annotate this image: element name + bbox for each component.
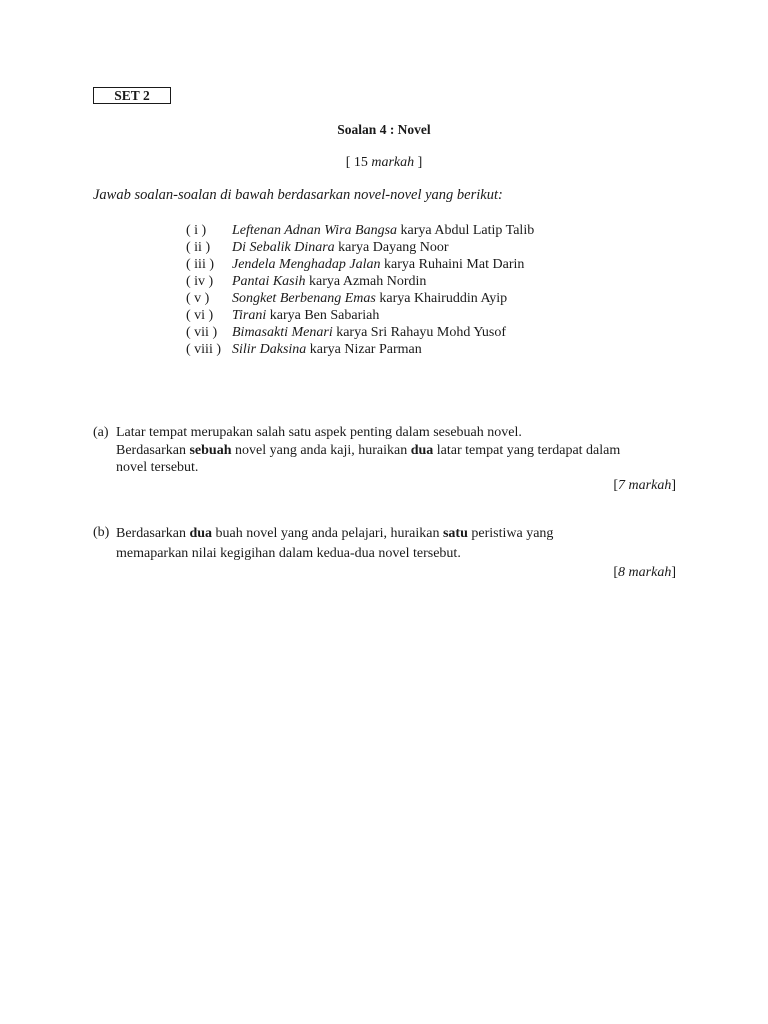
novel-number: ( vii ) (186, 325, 218, 340)
novel-number: ( viii ) (186, 342, 221, 357)
novel-item (186, 239, 534, 256)
question-title-text: Soalan 4 : Novel (337, 122, 431, 137)
question-b-marks (116, 564, 676, 582)
question-b-text: Berdasarkan (116, 526, 190, 541)
question-a-label: (a) (93, 425, 109, 440)
question-a (93, 424, 676, 494)
novel-author: karya Abdul Latip Talib (397, 223, 535, 238)
question-a-line3: novel tersebut. (116, 460, 199, 475)
marks-bracket: ] (671, 565, 676, 580)
question-b-text: buah novel yang anda pelajari, huraikan (212, 526, 443, 541)
question-b-label: (b) (93, 525, 110, 540)
novel-number: ( v ) (186, 291, 210, 306)
novel-list (186, 222, 534, 358)
novel-author: karya Dayang Noor (334, 240, 449, 255)
question-a-text: novel yang anda kaji, huraikan (231, 442, 411, 458)
novel-title: Songket Berbenang Emas (232, 291, 376, 306)
novel-item (186, 324, 534, 341)
novel-title: Silir Daksina (232, 342, 307, 357)
marks-bracket: [ (613, 477, 619, 493)
instruction-text: Jawab soalan-soalan di bawah berdasarkan novel-novel yang berikut: (93, 187, 503, 203)
novel-item (186, 256, 534, 273)
novel-title: Bimasakti Menari (232, 325, 333, 340)
total-marks-word: markah (371, 155, 415, 170)
question-b-body (116, 524, 676, 582)
novel-item (186, 273, 534, 290)
novel-title: Tirani (232, 308, 267, 323)
novel-author: karya Azmah Nordin (305, 274, 427, 289)
novel-title: Leftenan Adnan Wira Bangsa (232, 223, 398, 238)
question-a-line1: Latar tempat merupakan salah satu aspek penting dalam sesebuah novel. (116, 425, 522, 440)
question-a-text: latar tempat yang terdapat dalam (433, 442, 621, 458)
question-b-line1 (116, 524, 676, 544)
total-marks-close: ] (414, 155, 423, 170)
marks-text: 8 markah (618, 565, 672, 580)
question-b-emphasis: dua (189, 526, 213, 541)
set-label-box (93, 87, 171, 104)
question-a-line2 (116, 442, 676, 460)
question-a-body (116, 424, 676, 494)
marks-bracket: [ (613, 565, 619, 580)
novel-item (186, 307, 534, 324)
question-b-line2: memaparkan nilai kegigihan dalam kedua-dua novel tersebut. (116, 546, 461, 561)
novel-number: ( iv ) (186, 274, 214, 289)
novel-number: ( iii ) (186, 257, 214, 272)
question-title (0, 122, 768, 138)
marks-bracket: ] (671, 477, 676, 493)
novel-number: ( ii ) (186, 240, 211, 255)
question-a-text: Berdasarkan (116, 442, 190, 458)
marks-text: 7 markah (618, 477, 672, 493)
question-a-emphasis: sebuah (189, 442, 232, 458)
novel-author: karya Ben Sabariah (266, 308, 380, 323)
total-marks-open: [ 15 (345, 155, 372, 170)
novel-title: Pantai Kasih (232, 274, 306, 289)
question-a-emphasis: dua (410, 442, 434, 458)
question-a-marks (116, 477, 676, 495)
question-b (93, 524, 676, 582)
novel-author: karya Khairuddin Ayip (375, 291, 508, 306)
novel-item (186, 341, 534, 358)
novel-author: karya Ruhaini Mat Darin (380, 257, 525, 272)
set-label: SET 2 (114, 88, 150, 103)
novel-title: Jendela Menghadap Jalan (232, 257, 381, 272)
question-b-emphasis: satu (442, 526, 468, 541)
novel-item (186, 222, 534, 239)
question-b-text: peristiwa yang (467, 526, 554, 541)
novel-number: ( vi ) (186, 308, 214, 323)
novel-author: karya Nizar Parman (306, 342, 422, 357)
novel-number: ( i ) (186, 223, 207, 238)
novel-item (186, 290, 534, 307)
novel-author: karya Sri Rahayu Mohd Yusof (332, 325, 507, 340)
novel-title: Di Sebalik Dinara (232, 240, 335, 255)
total-marks (0, 155, 768, 171)
